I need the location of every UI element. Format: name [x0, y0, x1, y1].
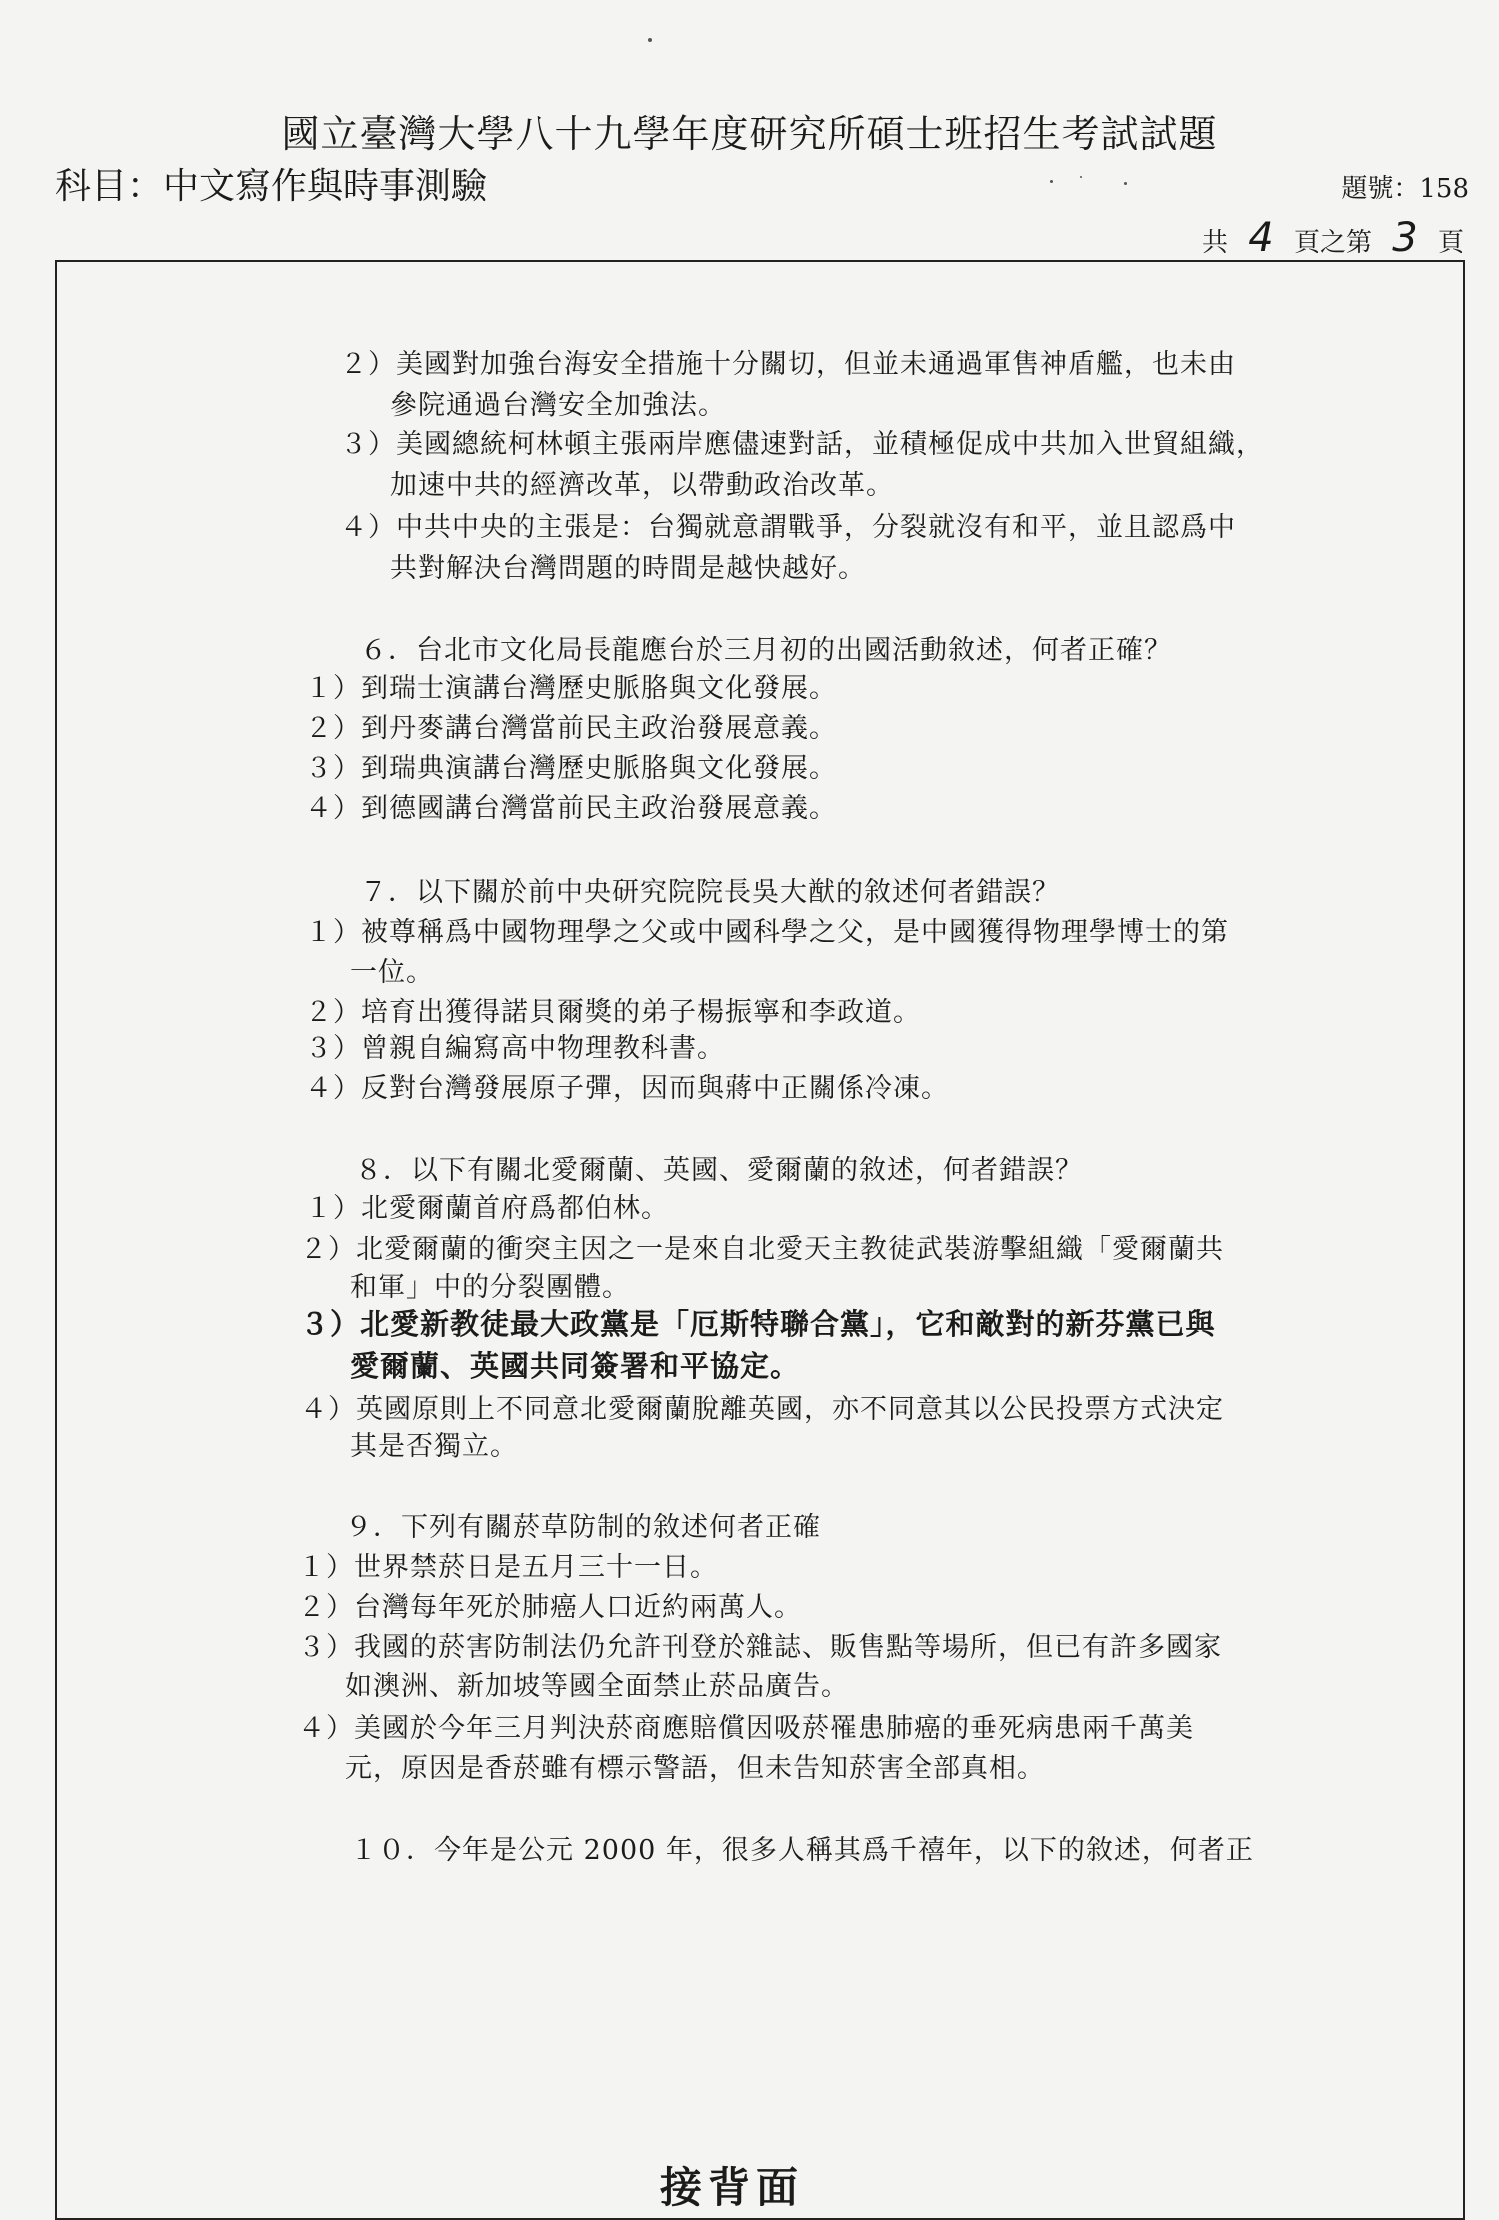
q6-option-3: ３）到瑞典演講台灣歷史脈胳與文化發展。: [305, 753, 837, 784]
q8-option-4-cont: 其是否獨立。: [350, 1431, 518, 1462]
subject-label: 科目：中文寫作與時事測驗: [55, 166, 488, 207]
q8-option-2: ２）北愛爾蘭的衝突主因之一是來自北愛天主教徒武裝游擊組織「愛爾蘭共: [300, 1234, 1224, 1265]
q8-option-2-cont: 和軍」中的分裂團體。: [350, 1272, 630, 1303]
page-total: 4: [1248, 215, 1274, 261]
q8-option-3-cont: 愛爾蘭、英國共同簽署和平協定。: [350, 1349, 801, 1383]
q7-option-1-cont: 一位。: [350, 957, 434, 988]
q7-option-4: ４）反對台灣發展原子彈，因而與蔣中正關係冷凍。: [305, 1073, 949, 1104]
q5-option-3: ３）美國總統柯林頓主張兩岸應儘速對話，並積極促成中共加入世貿組織，: [340, 429, 1264, 460]
turn-over-note: 接背面: [660, 2163, 805, 2212]
q9-option-2: ２）台灣每年死於肺癌人口近約兩萬人。: [298, 1592, 802, 1623]
q7-question: ７．以下關於前中央研究院院長吳大猷的敘述何者錯誤？: [360, 877, 1060, 908]
q9-option-3-cont: 如澳洲、新加坡等國全面禁止菸品廣告。: [345, 1671, 849, 1702]
question-number: 題號：158: [1341, 174, 1469, 204]
q5-option-4-cont: 共對解決台灣問題的時間是越快越好。: [390, 553, 866, 584]
page-indicator: [1202, 215, 1464, 261]
q6-question: ６．台北市文化局長龍應台於三月初的出國活動敘述，何者正確？: [360, 635, 1172, 666]
scan-speck: [648, 38, 652, 42]
q8-option-4: ４）英國原則上不同意北愛爾蘭脫離英國，亦不同意其以公民投票方式決定: [300, 1394, 1224, 1425]
q6-option-4: ４）到德國講台灣當前民主政治發展意義。: [305, 793, 837, 824]
q6-option-2: ２）到丹麥講台灣當前民主政治發展意義。: [305, 713, 837, 744]
scan-speck: [1124, 182, 1127, 185]
q7-option-3: ３）曾親自編寫高中物理教科書。: [305, 1033, 725, 1064]
page-prefix: 共: [1201, 228, 1228, 258]
q8-option-1: １）北愛爾蘭首府爲都伯林。: [305, 1193, 669, 1224]
scan-speck: [1080, 176, 1082, 178]
q8-option-3: ３）北愛新教徒最大政黨是「厄斯特聯合黨」，它和敵對的新芬黨已與: [300, 1307, 1216, 1341]
q7-option-2: ２）培育出獲得諾貝爾獎的弟子楊振寧和李政道。: [305, 997, 921, 1028]
page-suffix: 頁: [1437, 228, 1464, 258]
q10-question: １０．今年是公元 2000 年，很多人稱其爲千禧年，以下的敘述，何者正: [350, 1835, 1254, 1866]
page-current: 3: [1392, 215, 1418, 261]
q8-question: ８．以下有關北愛爾蘭、英國、愛爾蘭的敘述，何者錯誤？: [355, 1155, 1083, 1186]
page-middle: 頁之第: [1293, 228, 1372, 258]
q9-option-4-cont: 元，原因是香菸雖有標示警語，但未告知菸害全部真相。: [345, 1753, 1045, 1784]
exam-title: 國立臺灣大學八十九學年度研究所碩士班招生考試試題: [281, 112, 1218, 156]
q5-option-4: ４）中共中央的主張是：台獨就意謂戰爭，分裂就沒有和平，並且認爲中: [340, 512, 1236, 543]
q5-option-2: ２）美國對加強台海安全措施十分關切，但並未通過軍售神盾艦，也未由: [340, 349, 1236, 380]
q6-option-1: １）到瑞士演講台灣歷史脈胳與文化發展。: [305, 673, 837, 704]
q9-option-1: １）世界禁菸日是五月三十一日。: [298, 1552, 718, 1583]
q7-option-1: １）被尊稱爲中國物理學之父或中國科學之父，是中國獲得物理學博士的第: [305, 917, 1229, 948]
scan-speck: [1050, 180, 1053, 183]
q5-option-2-cont: 參院通過台灣安全加強法。: [390, 390, 726, 421]
q5-option-3-cont: 加速中共的經濟改革，以帶動政治改革。: [390, 470, 894, 501]
q9-option-3: ３）我國的菸害防制法仍允許刊登於雜誌、販售點等場所，但已有許多國家: [298, 1632, 1222, 1663]
q9-option-4: ４）美國於今年三月判決菸商應賠償因吸菸罹患肺癌的垂死病患兩千萬美: [298, 1713, 1194, 1744]
q9-question: ９．下列有關菸草防制的敘述何者正確: [345, 1512, 821, 1543]
